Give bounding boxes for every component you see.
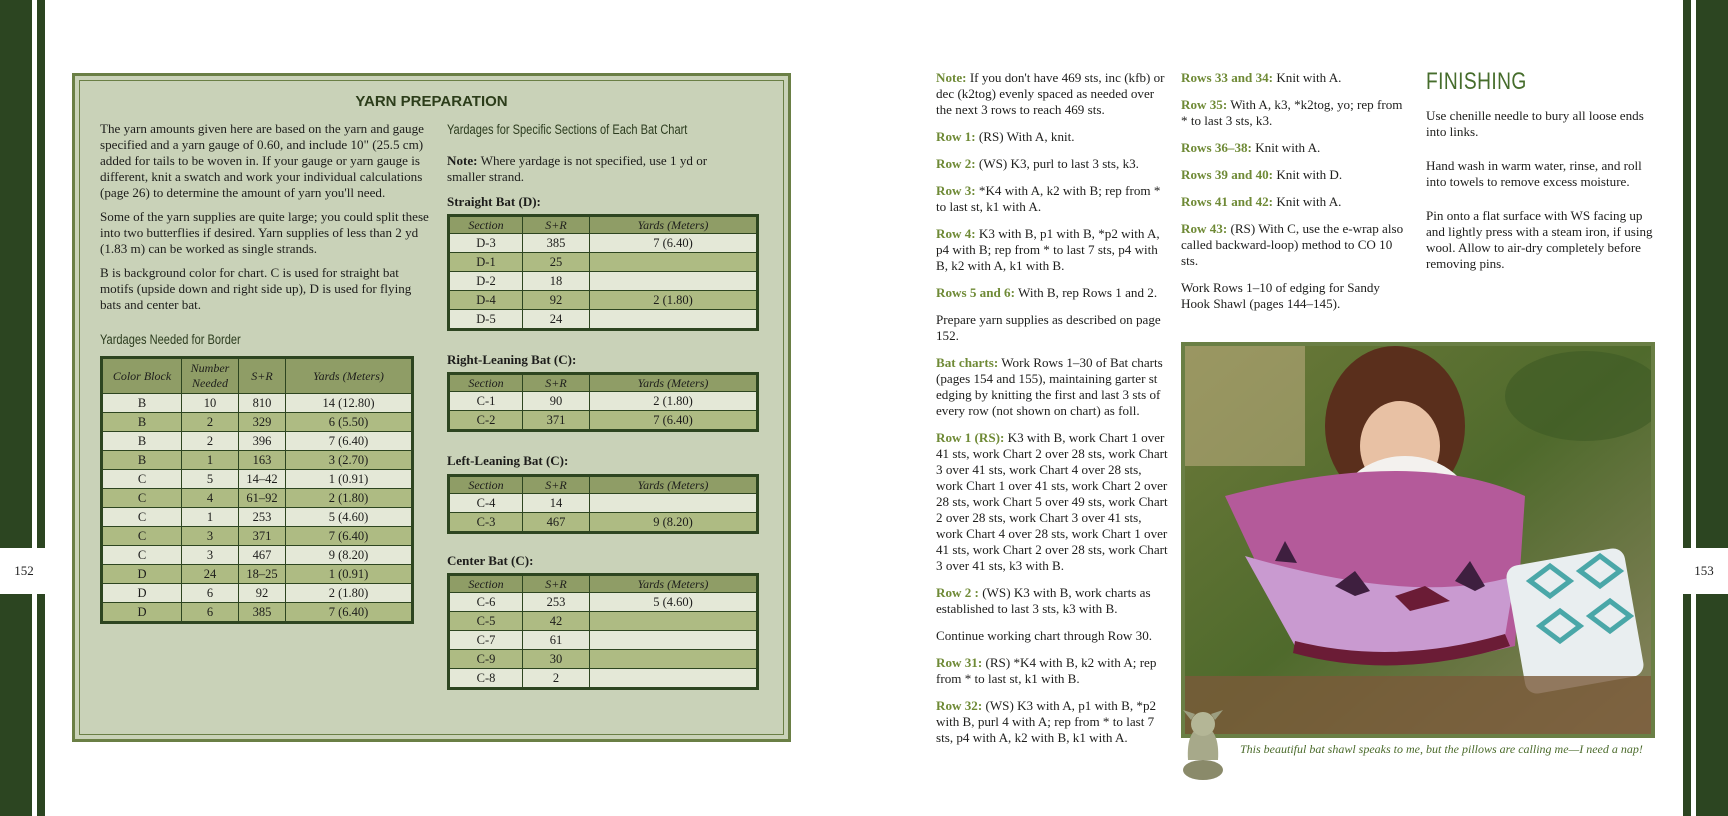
instruction-label: Row 2 : [936,585,979,600]
table-cell: 42 [523,612,590,631]
table-cell: 14 [523,494,590,513]
table-cell: D-5 [449,310,523,330]
table-row [102,489,413,508]
instruction-text: Knit with A. [1251,140,1321,155]
border-yardage-table [100,356,414,624]
center-bat-heading: Center Bat (C): [447,553,534,568]
instruction-text: (WS) K3 with A, p1 with B, *p2 with B, purl 4 with A; rep from * to last 7 sts, p4 with A, k2 with B, k1 with A. [936,698,1157,745]
column-header: Yards (Meters) [590,374,758,392]
table-cell: 2 [182,432,239,451]
instruction-paragraph [1181,280,1411,312]
table-cell [590,631,758,650]
table-row [449,612,758,631]
instruction-paragraph [936,312,1168,344]
instruction-text: Knit with D. [1273,167,1343,182]
intro-paragraph: Some of the yarn supplies are quite large; you could split these into two butterflies if desired. Yarn supplies of less than 2 yd (1.83 m) can be worked as single strands. [100,209,429,256]
table-cell: C [102,508,182,527]
instruction-paragraph [936,430,1168,574]
instruction-text: With A, k3, *k2tog, yo; rep from * to last 3 sts, k3. [1181,97,1403,128]
instruction-text: (WS) K3 with B, work charts as established to last 3 sts, k3 with B. [936,585,1151,616]
instruction-label: Row 31: [936,655,983,670]
instruction-label: Row 32: [936,698,983,713]
left-edge-stripe-thin [37,0,45,816]
instruction-text: Knit with A. [1273,70,1342,85]
table-header-row [102,358,413,394]
table-row [449,291,758,310]
table-row [102,584,413,603]
table-cell: 371 [523,411,590,431]
table-row [449,631,758,650]
instruction-paragraph [936,655,1168,687]
column-header: Yards (Meters) [590,476,758,494]
instruction-paragraph [936,70,1168,118]
table-cell: B [102,413,182,432]
straight-bat-heading: Straight Bat (D): [447,194,541,209]
table-row [102,451,413,470]
instruction-paragraph [936,628,1168,644]
column-header: S+R [523,575,590,593]
table-cell: B [102,432,182,451]
table-cell: 14 (12.80) [286,394,413,413]
table-cell: 467 [239,546,286,565]
instructions-column-1 [936,70,1168,757]
table-row [449,494,758,513]
table-cell: 6 [182,603,239,623]
right-edge-stripe [1696,0,1728,816]
table-cell: 1 (0.91) [286,470,413,489]
table-row [102,508,413,527]
instruction-label: Row 35: [1181,97,1228,112]
table-cell [590,494,758,513]
finishing-title: FINISHING [1426,68,1527,95]
table-cell: 3 [182,527,239,546]
instruction-paragraph [936,698,1168,746]
instruction-label: Bat charts: [936,355,999,370]
table-cell: 7 (6.40) [590,411,758,431]
instruction-text: (RS) *K4 with B, k2 with A; rep from * to last st, k1 with B. [936,655,1157,686]
table-row [102,432,413,451]
page-number-right: 153 [1680,548,1728,594]
table-cell [590,272,758,291]
column-header: Section [449,476,523,494]
instruction-paragraph [1181,167,1411,183]
instruction-paragraph [936,226,1168,274]
instruction-text: K3 with B, p1 with B, *p2 with A, p4 with B; rep from * to last 7 sts, p4 with B, k2 with A, k1 with B. [936,226,1160,273]
photo-caption: This beautiful bat shawl speaks to me, but the pillows are calling me—I need a nap! [1240,742,1643,756]
instruction-label: Row 1: [936,129,976,144]
column-header: Yards (Meters) [590,216,758,234]
table-cell: 810 [239,394,286,413]
instruction-label: Rows 33 and 34: [1181,70,1274,85]
instruction-paragraph [936,355,1168,419]
instruction-paragraph [1181,194,1411,210]
table-cell: 3 (2.70) [286,451,413,470]
table-cell [590,650,758,669]
instruction-text: (RS) With A, knit. [975,129,1075,144]
table-cell: D [102,584,182,603]
note-text: Where yardage is not specified, use 1 yd or smaller strand. [447,153,708,184]
instruction-text: *K4 with A, k2 with B; rep from * to last st, k1 with A. [936,183,1161,214]
table-cell: 385 [523,234,590,253]
instruction-label: Row 1 (RS): [936,430,1005,445]
instruction-text: Continue working chart through Row 30. [936,628,1153,643]
table-cell: D [102,565,182,584]
right-leaning-heading: Right-Leaning Bat (C): [447,352,577,367]
table-cell: 2 (1.80) [286,489,413,508]
table-cell: 253 [239,508,286,527]
finishing-text [1426,108,1656,272]
instruction-label: Rows 41 and 42: [1181,194,1274,209]
instruction-text: With B, rep Rows 1 and 2. [1014,285,1158,300]
table-row [102,565,413,584]
table-cell: 253 [523,593,590,612]
border-heading: Yardages Needed for Border [100,332,241,347]
table-cell: C-7 [449,631,523,650]
instruction-paragraph [936,129,1168,145]
left-edge-stripe [0,0,32,816]
table-cell: 2 [182,413,239,432]
instruction-label: Rows 5 and 6: [936,285,1015,300]
table-cell: D-2 [449,272,523,291]
instruction-text: Prepare yarn supplies as described on page 152. [936,312,1161,343]
shawl-photo [1181,342,1655,738]
table-cell: 1 (0.91) [286,565,413,584]
instruction-paragraph [936,183,1168,215]
table-row [449,669,758,689]
instruction-paragraph [936,285,1168,301]
table-cell: 2 (1.80) [590,291,758,310]
instruction-label: Rows 36–38: [1181,140,1252,155]
shawl-photo-illustration [1185,346,1651,734]
table-cell: 92 [239,584,286,603]
table-header-row [449,216,758,234]
table-cell: D-1 [449,253,523,272]
column-header: S+R [239,358,286,394]
column-header: S+R [523,374,590,392]
table-cell: 7 (6.40) [286,432,413,451]
table-row [102,470,413,489]
table-row [449,650,758,669]
table-cell: 1 [182,451,239,470]
table-header-row [449,374,758,392]
specific-heading: Yardages for Specific Sections of Each Bat Chart [447,122,688,137]
table-cell: 4 [182,489,239,508]
instruction-label: Note: [936,70,967,85]
table-cell: 18 [523,272,590,291]
table-row [449,272,758,291]
instruction-label: Row 3: [936,183,976,198]
table-cell: 6 (5.50) [286,413,413,432]
table-cell: 467 [523,513,590,533]
instructions-column-2 [1181,70,1411,323]
table-cell: 3 [182,546,239,565]
table-cell: 10 [182,394,239,413]
column-header: S+R [523,476,590,494]
left-leaning-table [447,474,759,534]
table-cell: C [102,527,182,546]
table-cell: D [102,603,182,623]
table-cell: C-6 [449,593,523,612]
left-leaning-heading: Left-Leaning Bat (C): [447,453,569,468]
column-header: Section [449,374,523,392]
column-header: Number Needed [182,358,239,394]
table-cell: C-1 [449,392,523,411]
intro-paragraph: B is background color for chart. C is used for straight bat motifs (upside down and right side up), D is used for flying bats and center bat. [100,265,412,312]
instruction-label: Rows 39 and 40: [1181,167,1274,182]
instruction-text: Work Rows 1–10 of edging for Sandy Hook Shawl (pages 144–145). [1181,280,1380,311]
table-cell: 24 [182,565,239,584]
table-cell: C-9 [449,650,523,669]
table-row [102,527,413,546]
table-row [102,394,413,413]
table-cell: 371 [239,527,286,546]
straight-bat-table [447,214,759,331]
yarn-preparation-panel [72,73,791,742]
table-cell: 1 [182,508,239,527]
table-cell: 396 [239,432,286,451]
table-cell: C-2 [449,411,523,431]
instruction-paragraph [1181,70,1411,86]
table-row [449,411,758,431]
table-cell [590,253,758,272]
table-cell: C [102,470,182,489]
table-row [449,593,758,612]
finishing-paragraph: Pin onto a flat surface with WS facing up and lightly press with a steam iron, if using wool. Allow to air-dry completely before removing pins. [1426,208,1653,271]
table-cell: C-3 [449,513,523,533]
gargoyle-figure [1178,700,1228,782]
table-cell: D-4 [449,291,523,310]
table-cell: 7 (6.40) [286,527,413,546]
column-header: Yards (Meters) [286,358,413,394]
table-row [449,392,758,411]
table-cell: 5 (4.60) [286,508,413,527]
table-cell: 9 (8.20) [286,546,413,565]
table-cell: C [102,546,182,565]
table-cell: B [102,451,182,470]
table-row [449,253,758,272]
table-cell: 385 [239,603,286,623]
table-cell: 61–92 [239,489,286,508]
table-cell: D-3 [449,234,523,253]
instruction-paragraph [1181,221,1411,269]
note [447,153,727,185]
table-cell: C [102,489,182,508]
table-row [102,546,413,565]
right-edge-stripe-thin [1683,0,1691,816]
column-header: Section [449,216,523,234]
table-cell: 90 [523,392,590,411]
table-cell: 18–25 [239,565,286,584]
table-cell: B [102,394,182,413]
table-cell: C-4 [449,494,523,513]
table-cell: 25 [523,253,590,272]
table-cell: 61 [523,631,590,650]
table-header-row [449,476,758,494]
table-cell: 2 (1.80) [590,392,758,411]
table-cell: 2 (1.80) [286,584,413,603]
instruction-text: Work Rows 1–30 of Bat charts (pages 154 and 155), maintaining garter st edging by knitting the first and last 3 sts of every row (not shown on chart) as foll. [936,355,1163,418]
instruction-text: (WS) K3, purl to last 3 sts, k3. [975,156,1139,171]
instruction-text: K3 with B, work Chart 1 over 41 sts, work Chart 2 over 28 sts, work Chart 3 over 41 sts, work Chart 4 over 28 sts, work Chart 1 over 41 sts, work Chart 2 over 28 sts, work Chart 5 over 49 sts, work Chart 2 over 28 sts, work Chart 3 over 41 sts, work Chart 4 over 28 sts, work Chart 1 over 41 sts, work Chart 2 over 28 sts, work Chart 3 over 41 sts, k3 with B. [936,430,1168,573]
instruction-paragraph [1181,140,1411,156]
table-cell: 2 [523,669,590,689]
table-cell: 5 [182,470,239,489]
table-cell [590,669,758,689]
table-row [449,234,758,253]
panel-title: YARN PREPARATION [355,93,508,110]
center-bat-table [447,573,759,690]
table-row [449,310,758,330]
instruction-text: Knit with A. [1273,194,1342,209]
instruction-paragraph [936,156,1168,172]
page-number-left: 152 [0,548,48,594]
instruction-paragraph [1181,97,1411,129]
table-row [449,513,758,533]
table-row [102,413,413,432]
column-header: Color Block [102,358,182,394]
table-cell: 92 [523,291,590,310]
table-cell: 24 [523,310,590,330]
table-cell: 7 (6.40) [590,234,758,253]
table-cell: 14–42 [239,470,286,489]
table-cell [590,310,758,330]
column-header: Yards (Meters) [590,575,758,593]
table-cell: 7 (6.40) [286,603,413,623]
table-cell: 329 [239,413,286,432]
instruction-label: Row 43: [1181,221,1228,236]
intro-text [100,121,430,313]
finishing-paragraph: Use chenille needle to bury all loose ends into links. [1426,108,1644,139]
table-cell: C-8 [449,669,523,689]
table-cell: 30 [523,650,590,669]
right-leaning-table [447,372,759,432]
table-cell: C-5 [449,612,523,631]
finishing-paragraph: Hand wash in warm water, rinse, and roll into towels to remove excess moisture. [1426,158,1642,189]
table-cell: 6 [182,584,239,603]
table-cell: 163 [239,451,286,470]
table-cell: 5 (4.60) [590,593,758,612]
column-header: S+R [523,216,590,234]
instruction-text: If you don't have 469 sts, inc (kfb) or dec (k2tog) evenly spaced as needed over the next 3 rows to reach 469 sts. [936,70,1165,117]
table-cell [590,612,758,631]
instruction-paragraph [936,585,1168,617]
instruction-label: Row 2: [936,156,976,171]
instruction-label: Row 4: [936,226,976,241]
note-label: Note: [447,153,478,168]
instruction-text: (RS) With C, use the e-wrap also called backward-loop) method to CO 10 sts. [1181,221,1404,268]
table-header-row [449,575,758,593]
table-row [102,603,413,623]
column-header: Section [449,575,523,593]
intro-paragraph: The yarn amounts given here are based on the yarn and gauge specified and a yarn gauge of 0.60, and include 10" (25.5 cm) added for tails to be woven in. If your gauge or yarn gauge is different, knit a swatch and work your individual calculations (page 26) to determine the amount of yarn you'll need. [100,121,424,200]
table-cell: 9 (8.20) [590,513,758,533]
